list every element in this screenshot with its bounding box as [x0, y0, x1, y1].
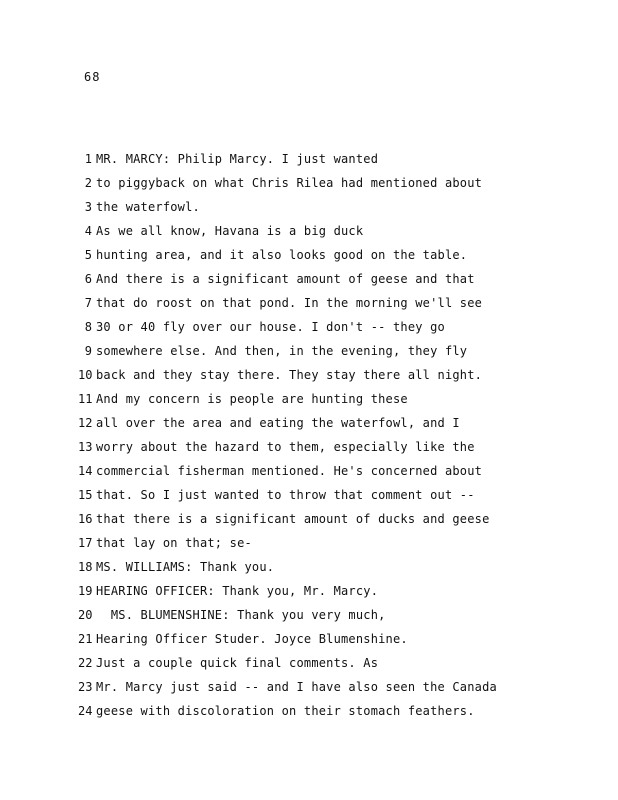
transcript-line: [78, 152, 498, 176]
transcript-line: [78, 488, 498, 512]
line-number: 22: [78, 656, 93, 670]
line-text: all over the area and eating the waterfowl, and I: [96, 416, 460, 430]
line-text: geese with discoloration on their stomach feathers.: [96, 704, 475, 718]
transcript-line: [78, 704, 498, 728]
line-text: hunting area, and it also looks good on the table.: [96, 248, 468, 262]
transcript-line: [78, 200, 498, 224]
line-number: 17: [78, 536, 93, 550]
transcript-line: [78, 320, 498, 344]
line-number: 14: [78, 464, 93, 478]
transcript-body: [78, 152, 498, 728]
line-text: And there is a significant amount of geese and that: [96, 272, 475, 286]
transcript-line: [78, 632, 498, 656]
transcript-line: [78, 584, 498, 608]
line-text: that. So I just wanted to throw that comment out --: [96, 488, 475, 502]
line-number: 9: [84, 344, 92, 358]
transcript-line: [78, 176, 498, 200]
line-text: And my concern is people are hunting these: [96, 392, 408, 406]
line-text: MR. MARCY: Philip Marcy. I just wanted: [96, 152, 379, 166]
line-number: 5: [84, 248, 92, 262]
transcript-line: [78, 464, 498, 488]
transcript-line: [78, 656, 498, 680]
line-text: that do roost on that pond. In the morning we'll see: [96, 296, 483, 310]
transcript-line: [78, 680, 498, 704]
line-number: 1: [84, 152, 92, 166]
transcript-line: [78, 560, 498, 584]
transcript-line: [78, 416, 498, 440]
line-number: 20: [78, 608, 93, 622]
transcript-line: [78, 512, 498, 536]
line-text: somewhere else. And then, in the evening, they fly: [96, 344, 468, 358]
transcript-line: [78, 608, 498, 632]
line-text: As we all know, Havana is a big duck: [96, 224, 364, 238]
transcript-line: [78, 536, 498, 560]
transcript-line: [78, 224, 498, 248]
line-text: MS. BLUMENSHINE: Thank you very much,: [96, 608, 386, 622]
line-text: Hearing Officer Studer. Joyce Blumenshine.: [96, 632, 408, 646]
line-number: 16: [78, 512, 93, 526]
line-number: 21: [78, 632, 93, 646]
transcript-line: [78, 296, 498, 320]
line-number: 12: [78, 416, 93, 430]
line-text: MS. WILLIAMS: Thank you.: [96, 560, 275, 574]
line-text: the waterfowl.: [96, 200, 200, 214]
transcript-line: [78, 344, 498, 368]
transcript-line: [78, 248, 498, 272]
line-text: back and they stay there. They stay there all night.: [96, 368, 483, 382]
line-text: that lay on that; se-: [96, 536, 252, 550]
line-text: worry about the hazard to them, especially like the: [96, 440, 475, 454]
transcript-line: [78, 392, 498, 416]
line-number: 11: [78, 392, 93, 406]
line-number: 18: [78, 560, 93, 574]
line-text: Just a couple quick final comments. As: [96, 656, 379, 670]
line-number: 10: [78, 368, 93, 382]
line-text: HEARING OFFICER: Thank you, Mr. Marcy.: [96, 584, 379, 598]
transcript-line: [78, 368, 498, 392]
line-number: 19: [78, 584, 93, 598]
line-text: 30 or 40 fly over our house. I don't -- they go: [96, 320, 445, 334]
line-text: commercial fisherman mentioned. He's concerned about: [96, 464, 483, 478]
transcript-line: [78, 440, 498, 464]
transcript-line: [78, 272, 498, 296]
line-number: 24: [78, 704, 93, 718]
line-number: 13: [78, 440, 93, 454]
line-number: 23: [78, 680, 93, 694]
page-number: 68: [84, 70, 101, 84]
line-number: 6: [84, 272, 92, 286]
line-number: 7: [84, 296, 92, 310]
line-number: 3: [84, 200, 92, 214]
line-number: 15: [78, 488, 93, 502]
line-number: 4: [84, 224, 92, 238]
line-number: 8: [84, 320, 92, 334]
line-text: that there is a significant amount of ducks and geese: [96, 512, 490, 526]
line-number: 2: [84, 176, 92, 190]
line-text: Mr. Marcy just said -- and I have also seen the Canada: [96, 680, 497, 694]
line-text: to piggyback on what Chris Rilea had mentioned about: [96, 176, 483, 190]
